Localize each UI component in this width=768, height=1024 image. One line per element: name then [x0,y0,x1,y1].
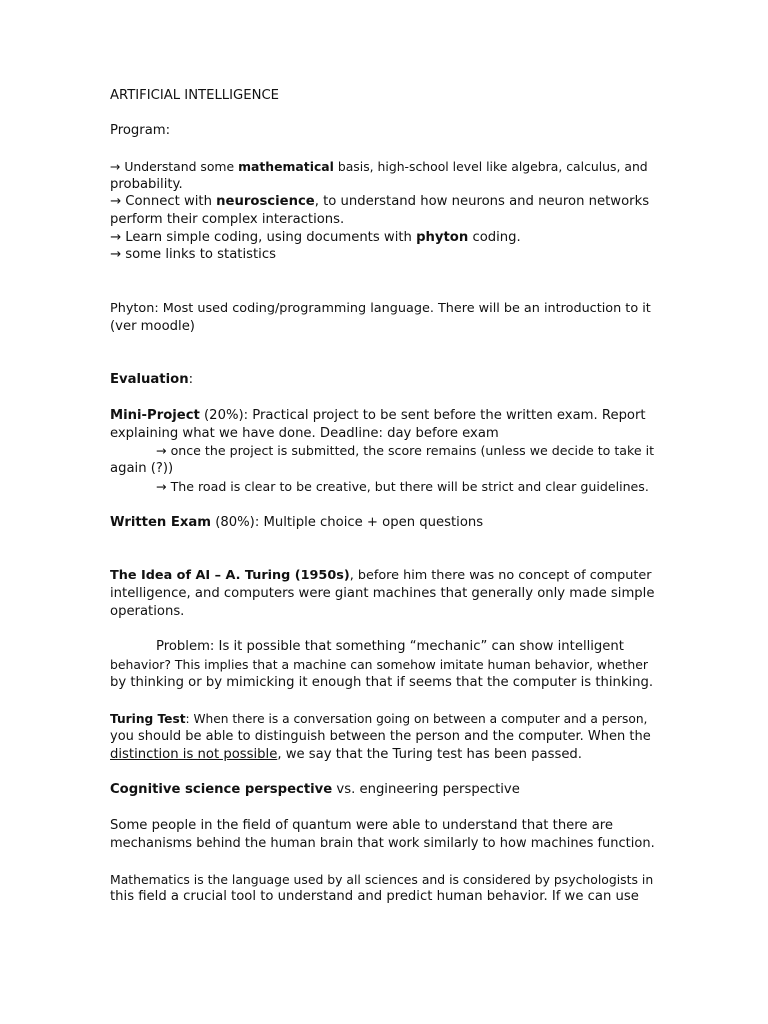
problem-cont-2: by thinking or by mimicking it enough that if seems that the computer is thinking. [110,675,654,690]
arrow-icon: → [156,443,167,458]
turing-test-cont-1: you should be able to distinguish between the person and the computer. When the [110,729,651,744]
mini-project-sub-2: → The road is clear to be creative, but there will be strict and clear guidelines. [156,479,649,494]
document-title: ARTIFICIAL INTELLIGENCE [110,88,279,103]
mini-project-sub-1-cont: again (?)) [110,461,174,476]
mini-project-cont: explaining what we have done. Deadline: day before exam [110,426,499,441]
mini-project-sub-1: → once the project is submitted, the score remains (unless we decide to take it [156,443,655,458]
program-bullet-3: → Learn simple coding, using documents with phyton coding. [110,230,521,245]
turing-test-cont-2: distinction is not possible, we say that the Turing test has been passed. [110,747,582,762]
problem-line: Problem: Is it possible that something “mechanic” can show intelligent [156,639,624,654]
arrow-icon: → [110,159,121,174]
turing-test-line: Turing Test: When there is a conversation going on between a computer and a person, [110,712,648,726]
idea-of-ai-cont-2: operations. [110,604,185,619]
written-exam-line: Written Exam (80%): Multiple choice + open questions [110,515,484,530]
quantum-line: Some people in the field of quantum were able to understand that there are [110,818,614,833]
idea-of-ai-line: The Idea of AI – A. Turing (1950s), before him there was no concept of computer [110,568,652,583]
mathematics-line: Mathematics is the language used by all sciences and is considered by psychologists in [110,872,654,887]
mini-project-line: Mini-Project (20%): Practical project to be sent before the written exam. Report [110,408,646,423]
phyton-note: Phyton: Most used coding/programming language. There will be an introduction to it [110,301,651,316]
cognitive-line: Cognitive science perspective vs. engineering perspective [110,782,520,797]
program-bullet-4: → some links to statistics [110,247,276,262]
arrow-icon: → [110,230,122,245]
program-heading: Program: [110,123,171,138]
arrow-icon: → [156,479,167,494]
quantum-cont: mechanisms behind the human brain that work similarly to how machines function. [110,836,655,851]
evaluation-heading: Evaluation: [110,372,194,387]
program-bullet-2: → Connect with neuroscience, to understand how neurons and neuron networks [110,194,650,209]
program-bullet-1-cont: probability. [110,177,183,192]
arrow-icon: → [110,247,122,262]
program-bullet-2-cont: perform their complex interactions. [110,212,345,227]
arrow-icon: → [110,194,122,209]
mathematics-cont: this field a crucial tool to understand and predict human behavior. If we can use [110,889,639,904]
problem-cont-1: behavior? This implies that a machine can somehow imitate human behavior, whether [110,657,648,672]
program-bullet-1: → Understand some mathematical basis, high-school level like algebra, calculus, and [110,159,648,174]
phyton-note-cont: (ver moodle) [110,319,195,334]
idea-of-ai-cont-1: intelligence, and computers were giant machines that generally only made simple [110,586,655,601]
